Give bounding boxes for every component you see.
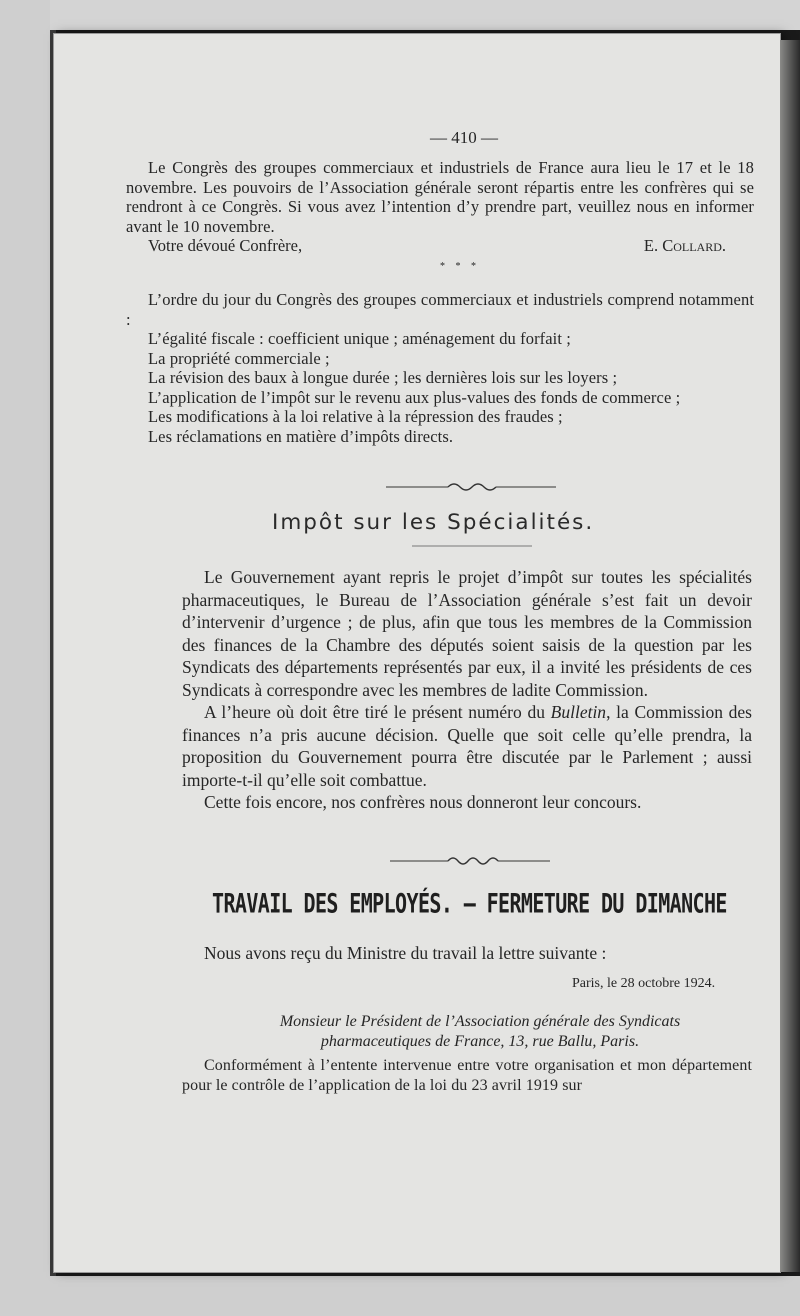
address-line: pharmaceutiques de France, 13, rue Ballu, Paris. bbox=[320, 1033, 640, 1050]
scan-background-left bbox=[0, 0, 50, 1316]
scan-background-bottom bbox=[0, 1276, 800, 1316]
section-heading-specialites: Impôt sur les Spécialités. bbox=[272, 510, 595, 535]
page-number: — 410 — bbox=[430, 128, 498, 147]
congres-section bbox=[126, 158, 754, 256]
ornamental-rule bbox=[386, 480, 556, 494]
address-line: Monsieur le Président de l’Association générale des Syndicats bbox=[279, 1013, 681, 1030]
ordre-du-jour-intro: L’ordre du jour du Congrès des groupes commerciaux et industriels comprend notamment : bbox=[126, 290, 754, 329]
specialites-paragraph: Cette fois encore, nos confrères nous donneront leur concours. bbox=[204, 792, 642, 812]
scan-background-top bbox=[0, 0, 800, 30]
travail-intro bbox=[182, 942, 752, 965]
ordre-item: La propriété commerciale ; bbox=[148, 348, 330, 368]
ordre-item: La révision des baux à longue durée ; les dernières lois sur les loyers ; bbox=[148, 368, 618, 387]
specialites-paragraph: Le Gouvernement ayant repris le projet d’impôt sur toutes les spécialités pharmaceutiques, le Bureau de l’Association générale s’est fait un devoir d’intervenir d’urgence ; de plus, afin que tous les membres de la Commission des finances de la Chambre des députés soient saisis de la question par les Syndicats des départements représentés par eux, il a invité les présidents de ces Syndicats à correspondre avec les membres de ladite Commission. bbox=[182, 567, 752, 700]
ordre-item: Les modifications à la loi relative à la répression des fraudes ; bbox=[148, 407, 563, 426]
heading-underline bbox=[412, 544, 532, 548]
ornamental-rule bbox=[390, 854, 550, 868]
closing-formula: Votre dévoué Confrère, bbox=[148, 236, 303, 255]
specialites-section bbox=[182, 566, 752, 814]
page-curl-shadow bbox=[780, 40, 800, 1272]
letter-body bbox=[182, 1056, 752, 1096]
signature: E. Collard. bbox=[643, 236, 726, 255]
ordre-item: L’égalité fiscale : coefficient unique ; aménagement du forfait ; bbox=[148, 329, 571, 348]
letter-dateline: Paris, le 28 octobre 1924. bbox=[572, 976, 716, 991]
letter-address bbox=[240, 1012, 720, 1052]
specialites-paragraph: A l’heure où doit être tiré le présent numéro du Bulletin, la Commission des finances n’a pris aucune décision. Quelle que soit celle qu’elle prendra, la proposition du Gouvernement pourra être discutée par le Parlement ; aussi importe-t-il qu’elle soit combattue. bbox=[182, 702, 752, 790]
ordre-item: Les réclamations en matière d’impôts directs. bbox=[148, 426, 454, 446]
ordre-du-jour-section bbox=[126, 290, 754, 446]
section-heading-travail: TRAVAIL DES EMPLOYÉS. – FERMETURE DU DIMANCHE bbox=[212, 887, 727, 920]
letter-paragraph: Conformément à l’entente intervenue entre votre organisation et mon département pour le contrôle de l’application de la loi du 23 avril 1919 sur bbox=[182, 1057, 752, 1094]
asterism-separator: * * * bbox=[440, 261, 480, 272]
ordre-item: L’application de l’impôt sur le revenu aux plus-values des fonds de commerce ; bbox=[148, 387, 681, 407]
bulletin-title: Bulletin bbox=[550, 702, 607, 722]
congres-paragraph: Le Congrès des groupes commerciaux et industriels de France aura lieu le 17 et le 18 novembre. Les pouvoirs de l’Association générale seront répartis entre les confrères qui se rendront à ce Congrès. Si vous avez l’intention d’y prendre part, veuillez nous en informer avant le 10 novembre. bbox=[126, 158, 754, 236]
travail-intro-text: Nous avons reçu du Ministre du travail la lettre suivante : bbox=[204, 943, 607, 963]
signature-row bbox=[126, 236, 754, 256]
